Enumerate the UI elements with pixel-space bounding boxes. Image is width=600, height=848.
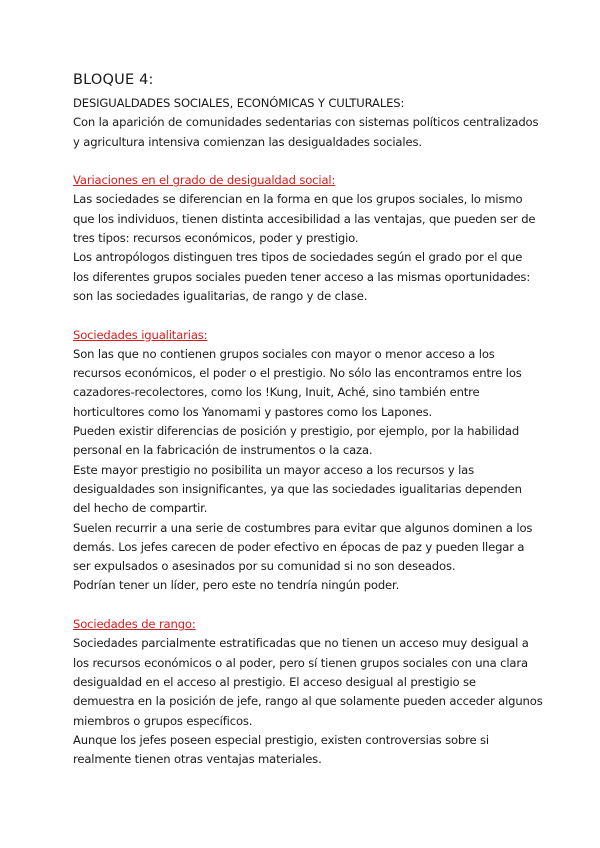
paragraph-line: demás. Los jefes carecen de poder efectivo en épocas de paz y pueden llegar a	[73, 539, 525, 554]
paragraph-line: los diferentes grupos sociales pueden tener acceso a las mismas oportunidades:	[73, 269, 531, 284]
section-heading-rango: Sociedades de rango:	[73, 617, 196, 632]
document-content	[73, 70, 543, 769]
paragraph-line: miembros o grupos específicos.	[73, 713, 253, 728]
paragraph-line: del hecho de compartir.	[73, 501, 208, 516]
block-title: BLOQUE 4:	[73, 72, 154, 88]
paragraph-line: tres tipos: recursos económicos, poder y prestigio.	[73, 231, 359, 246]
section-heading-igualitarias: Sociedades igualitarias:	[73, 327, 208, 342]
paragraph-line: demuestra en la posición de jefe, rango al que solamente pueden acceder algunos	[73, 694, 543, 709]
paragraph-line: Los antropólogos distinguen tres tipos de sociedades según el grado por el que	[73, 250, 523, 265]
intro-line: y agricultura intensiva comienzan las desigualdades sociales.	[73, 134, 422, 149]
paragraph-line: son las sociedades igualitarias, de rango y de clase.	[73, 288, 368, 303]
spacer	[73, 152, 543, 171]
paragraph-line: Son las que no contienen grupos sociales con mayor o menor acceso a los	[73, 346, 495, 361]
spacer	[73, 596, 543, 615]
document-subtitle: DESIGUALDADES SOCIALES, ECONÓMICAS Y CULTURALES:	[73, 96, 405, 110]
paragraph-line: Las sociedades se diferencian en la forma en que los grupos sociales, lo mismo	[73, 192, 523, 207]
intro-line: Con la aparición de comunidades sedentarias con sistemas políticos centralizados	[73, 115, 539, 130]
paragraph-line: Aunque los jefes poseen especial prestigio, existen controversias sobre si	[73, 732, 489, 747]
spacer	[73, 306, 543, 325]
paragraph-line: Sociedades parcialmente estratificadas que no tienen un acceso muy desigual a	[73, 636, 529, 651]
paragraph-line: que los individuos, tienen distinta accesibilidad a las ventajas, que pueden ser de	[73, 211, 536, 226]
paragraph-line: desigualdad en el acceso al prestigio. El acceso desigual al prestigio se	[73, 674, 476, 689]
paragraph-line: los recursos económicos o al poder, pero sí tienen grupos sociales con una clara	[73, 655, 528, 670]
paragraph-line: personal en la fabricación de instrumentos o la caza.	[73, 443, 373, 458]
paragraph-line: Podrían tener un líder, pero este no tendría ningún poder.	[73, 578, 400, 593]
section-heading-variaciones: Variaciones en el grado de desigualdad social:	[73, 173, 336, 188]
paragraph-line: Suelen recurrir a una serie de costumbres para evitar que algunos dominen a los	[73, 520, 533, 535]
paragraph-line: horticultores como los Yanomami y pastores como los Lapones.	[73, 404, 432, 419]
paragraph-line: cazadores-recolectores, como los !Kung, Inuit, Aché, sino también entre	[73, 385, 480, 400]
paragraph-line: realmente tienen otras ventajas materiales.	[73, 752, 322, 767]
paragraph-line: recursos económicos, el poder o el prestigio. No sólo las encontramos entre los	[73, 366, 522, 381]
paragraph-line: desigualdades son insignificantes, ya que las sociedades igualitarias dependen	[73, 481, 522, 496]
paragraph-line: Este mayor prestigio no posibilita un mayor acceso a los recursos y las	[73, 462, 474, 477]
paragraph-line: Pueden existir diferencias de posición y prestigio, por ejemplo, por la habilidad	[73, 424, 520, 439]
paragraph-line: ser expulsados o asesinados por su comunidad si no son deseados.	[73, 559, 456, 574]
